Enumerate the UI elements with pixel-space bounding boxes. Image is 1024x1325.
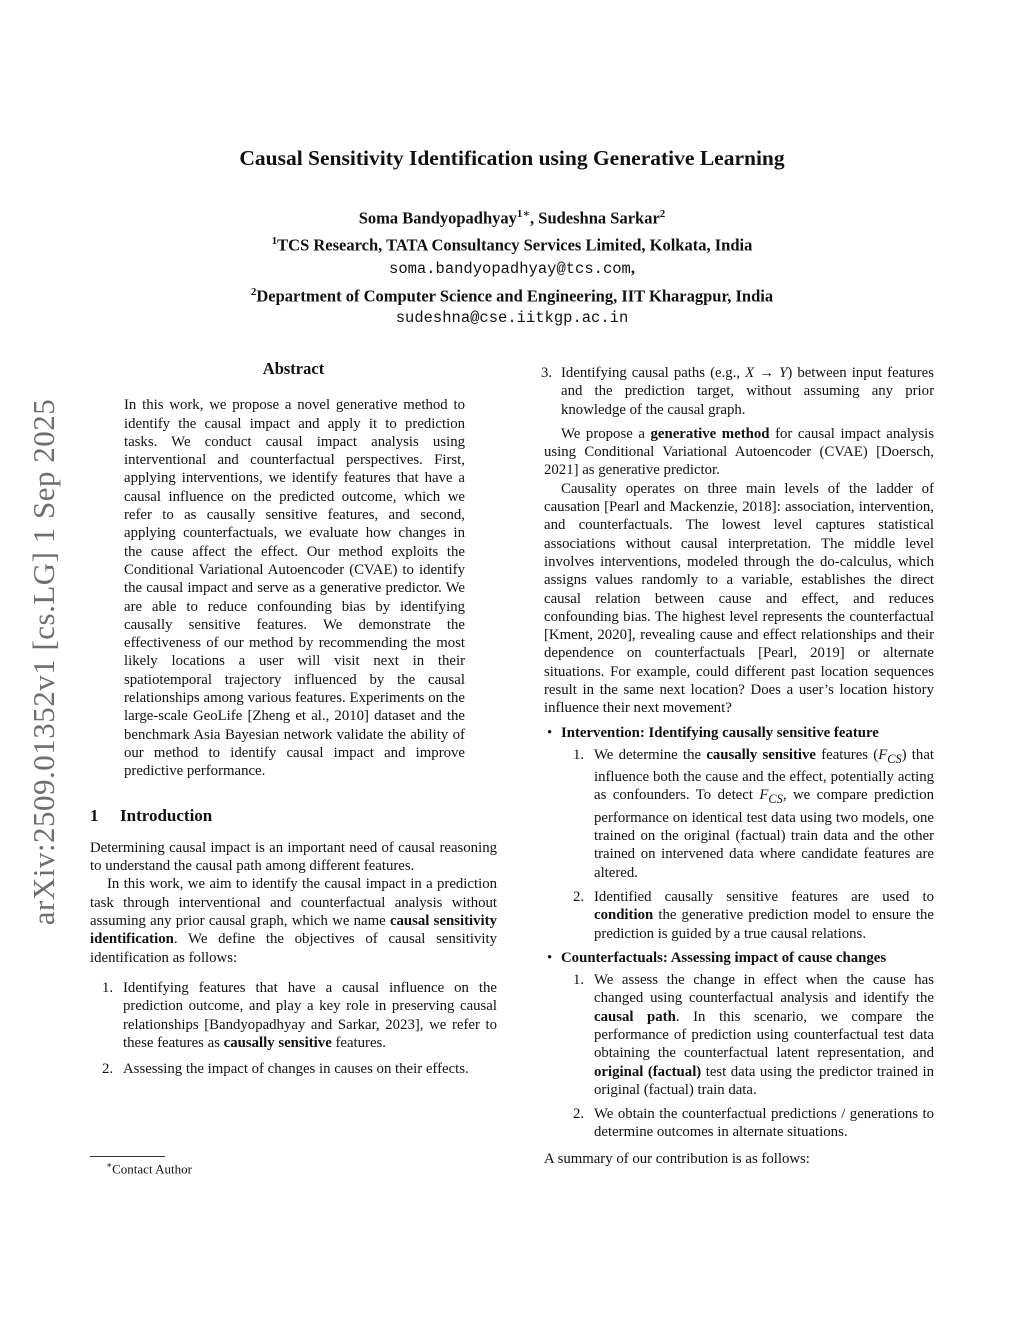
section-number: 1 [90, 805, 99, 825]
objectives-list [90, 979, 497, 1078]
list-item [544, 971, 934, 1099]
math-fcs [759, 787, 783, 807]
footnote-text: Contact Author [112, 1161, 192, 1177]
math-symbol: F [759, 787, 769, 804]
arxiv-id: arXiv:2509.01352v1 [cs.LG] 1 Sep 2025 [26, 398, 61, 926]
right-column [541, 364, 934, 1168]
email-1-line [0, 256, 1024, 281]
email-separator: , [630, 258, 635, 277]
email-2[interactable]: sudeshna@cse.iitkgp.ac.in [395, 308, 629, 327]
list-text: . In this scenario, we compare the performance of prediction using counterfactual test data obtaining the counterfactual latent representation, and [594, 1008, 934, 1062]
list-bold: condition [594, 907, 654, 924]
section-heading-introduction [90, 807, 497, 825]
intro-paragraph-2 [90, 875, 497, 966]
author-2: Sudeshna Sarkar [538, 208, 660, 228]
affiliation-1-text: TCS Research, TATA Consultancy Services Limited, Kolkata, India [277, 235, 753, 254]
affiliation-1 [0, 230, 1024, 257]
list-text: Identifying features that have a causal influence on the prediction outcome, and play a key role in preserving causal relationships [Bandyopadhyay and Sarkar, 2023], we refer to these features as [123, 979, 497, 1051]
counterfactual-list [544, 971, 934, 1142]
math-subscript: CS [768, 792, 783, 807]
para-bold: generative method [650, 425, 770, 442]
para-text: We propose a [561, 425, 651, 442]
list-number: 2. [573, 1106, 585, 1123]
list-item [544, 1105, 934, 1142]
footnote-rule [90, 1156, 165, 1157]
list-text-end: , we compare prediction performance on identical test data using two models, one trained on the original (factual) train data and the other trained on intervened data where candidate features are altered. [594, 787, 934, 881]
list-text: Identified causally sensitive features are used to [594, 888, 934, 905]
list-number: 2. [573, 888, 585, 905]
list-text-end: features. [331, 1034, 386, 1051]
footnote-mark: ∗ [106, 1160, 113, 1170]
math-subscript: CS [887, 751, 902, 766]
math-symbol: F [878, 746, 888, 763]
author-1-mark: 1∗ [516, 208, 531, 220]
section-title: Introduction [120, 805, 213, 825]
list-number: 2. [102, 1061, 114, 1078]
abstract-text: In this work, we propose a novel generative method to identify the causal impact and apply it to prediction tasks. We conduct causal impact analysis using interventional and counterfactual perspectives. First, applying interventions, we identify features that have a causal influence on the predicted outcome, which we refer to as causally sensitive features, and second, applying counterfactuals, we evaluate how changes in the cause affect the effect. Our method exploits the Conditional Variational Autoencoder (CVAE) to identify the causal impact and serve as a generative predictor. We are able to reduce confounding bias by identifying causally sensitive features. We demonstrate the effectiveness of our method by recommending the most likely locations a user will visit next in their spatiotemporal trajectory influenced by the causal relationships among various features. Experiments on the large-scale GeoLife [Zheng et al., 2010] dataset and the benchmark Asia Bayesian network validate the ability of our method to identify causal impact and improve predictive performance. [124, 397, 465, 780]
summary-line: A summary of our contribution is as follows: [544, 1150, 810, 1167]
right-paragraph-1 [544, 425, 934, 480]
bullet-text: Counterfactuals: Assessing impact of cause changes [561, 949, 887, 966]
list-item [544, 746, 934, 882]
list-number: 1. [573, 972, 585, 989]
bullet-dot: • [547, 949, 553, 966]
bullet-intervention [544, 724, 934, 742]
author-block [0, 203, 1024, 330]
list-bold: original (factual) [594, 1063, 702, 1080]
right-paragraph-2: Causality operates on three main levels of the ladder of causation [Pearl and Mackenzie, 2018]: association, intervention, and counterfactuals. The lowest level captures statistical associations without causal interpretation. The middle level involves interventions, modeled through the do-calculus, which assigns values randomly to a variable, establishes the direct causal relation between cause and effect, and reduces confounding bias. The highest level represents the counterfactual [Kment, 2020], revealing cause and effect relationships and their dependence on counterfactuals [Pearl, 2019] or alternate situations. For example, could different past location sequences result in the same next location? Does a user’s location history influence their next movement? [544, 480, 934, 717]
list-bold: causal path [594, 1008, 676, 1025]
list-text-end: ) between input features and the prediction target, without assuming any prior knowledge of the causal graph. [561, 365, 934, 418]
arxiv-sidebar-label [22, 380, 66, 945]
list-text: We determine the [594, 746, 707, 763]
bullet-text: Intervention: Identifying causally sensitive feature [561, 724, 879, 741]
author-1: Soma Bandyopadhyay [358, 208, 517, 228]
para-text-end: for causal impact analysis using Conditional Variational Autoencoder (CVAE) [Doersch, 2021] as generative predictor. [544, 425, 934, 479]
intro-paragraph-1: Determining causal impact is an important need of causal reasoning to understand the causal path among different features. [90, 839, 497, 875]
affiliation-2-text: Department of Computer Science and Engineering, IIT Kharagpur, India [256, 286, 774, 306]
left-column [90, 360, 497, 1086]
list-text: features ( [815, 746, 879, 763]
email-2-line [0, 305, 1024, 330]
list-text: Identifying causal paths (e.g., [561, 365, 746, 381]
list-number: 3. [541, 365, 553, 381]
abstract-heading: Abstract [262, 359, 325, 378]
paper-title: Causal Sensitivity Identification using Generative Learning [239, 146, 785, 170]
intervention-list [544, 746, 934, 943]
list-text-end: test data using the predictor trained in original (factual) train data. [594, 1063, 934, 1098]
list-bold: causally sensitive [223, 1034, 332, 1051]
list-number: 1. [573, 746, 585, 763]
list-text-end: the generative prediction model to ensure the prediction is guided by a true causal relations. [594, 907, 934, 942]
list-number: 1. [102, 979, 114, 996]
list-item [90, 979, 497, 1052]
objectives-list-continued [541, 364, 934, 419]
intro-p2-text-end: . We define the objectives of causal sensitivity identification as follows: [90, 931, 497, 966]
affiliation-1-mark: 1 [271, 234, 278, 247]
bullet-counterfactuals [544, 949, 934, 967]
math-fcs [878, 746, 902, 766]
list-text: Assessing the impact of changes in causes on their effects. [123, 1061, 469, 1078]
list-text: We assess the change in effect when the cause has changed using counterfactual analysis and identify the [594, 972, 934, 1007]
author-2-mark: 2 [659, 208, 666, 220]
author-separator: , [530, 208, 539, 228]
affiliation-2-mark: 2 [250, 286, 257, 298]
list-item [544, 888, 934, 943]
list-item [90, 1060, 497, 1078]
list-item [541, 364, 934, 419]
author-line [0, 203, 1024, 230]
intro-p2-text: In this work, we aim to identify the causal impact in a prediction task through interventional and counterfactual analysis without assuming any prior causal graph, which we name [90, 876, 497, 930]
intro-p2-bold: causal sensitivity identification [90, 913, 497, 948]
email-1[interactable]: soma.bandyopadhyay@tcs.com [389, 260, 631, 278]
footnote [106, 1160, 192, 1177]
bullet-dot: • [547, 724, 553, 741]
list-text: We obtain the counterfactual predictions / generations to determine outcomes in alternate situations. [594, 1106, 934, 1141]
math-expression: X → Y [745, 365, 788, 381]
list-bold: causally sensitive [706, 746, 816, 763]
list-text: ) that influence both the cause and the effect, potentially acting as confounders. To detect [594, 746, 934, 804]
